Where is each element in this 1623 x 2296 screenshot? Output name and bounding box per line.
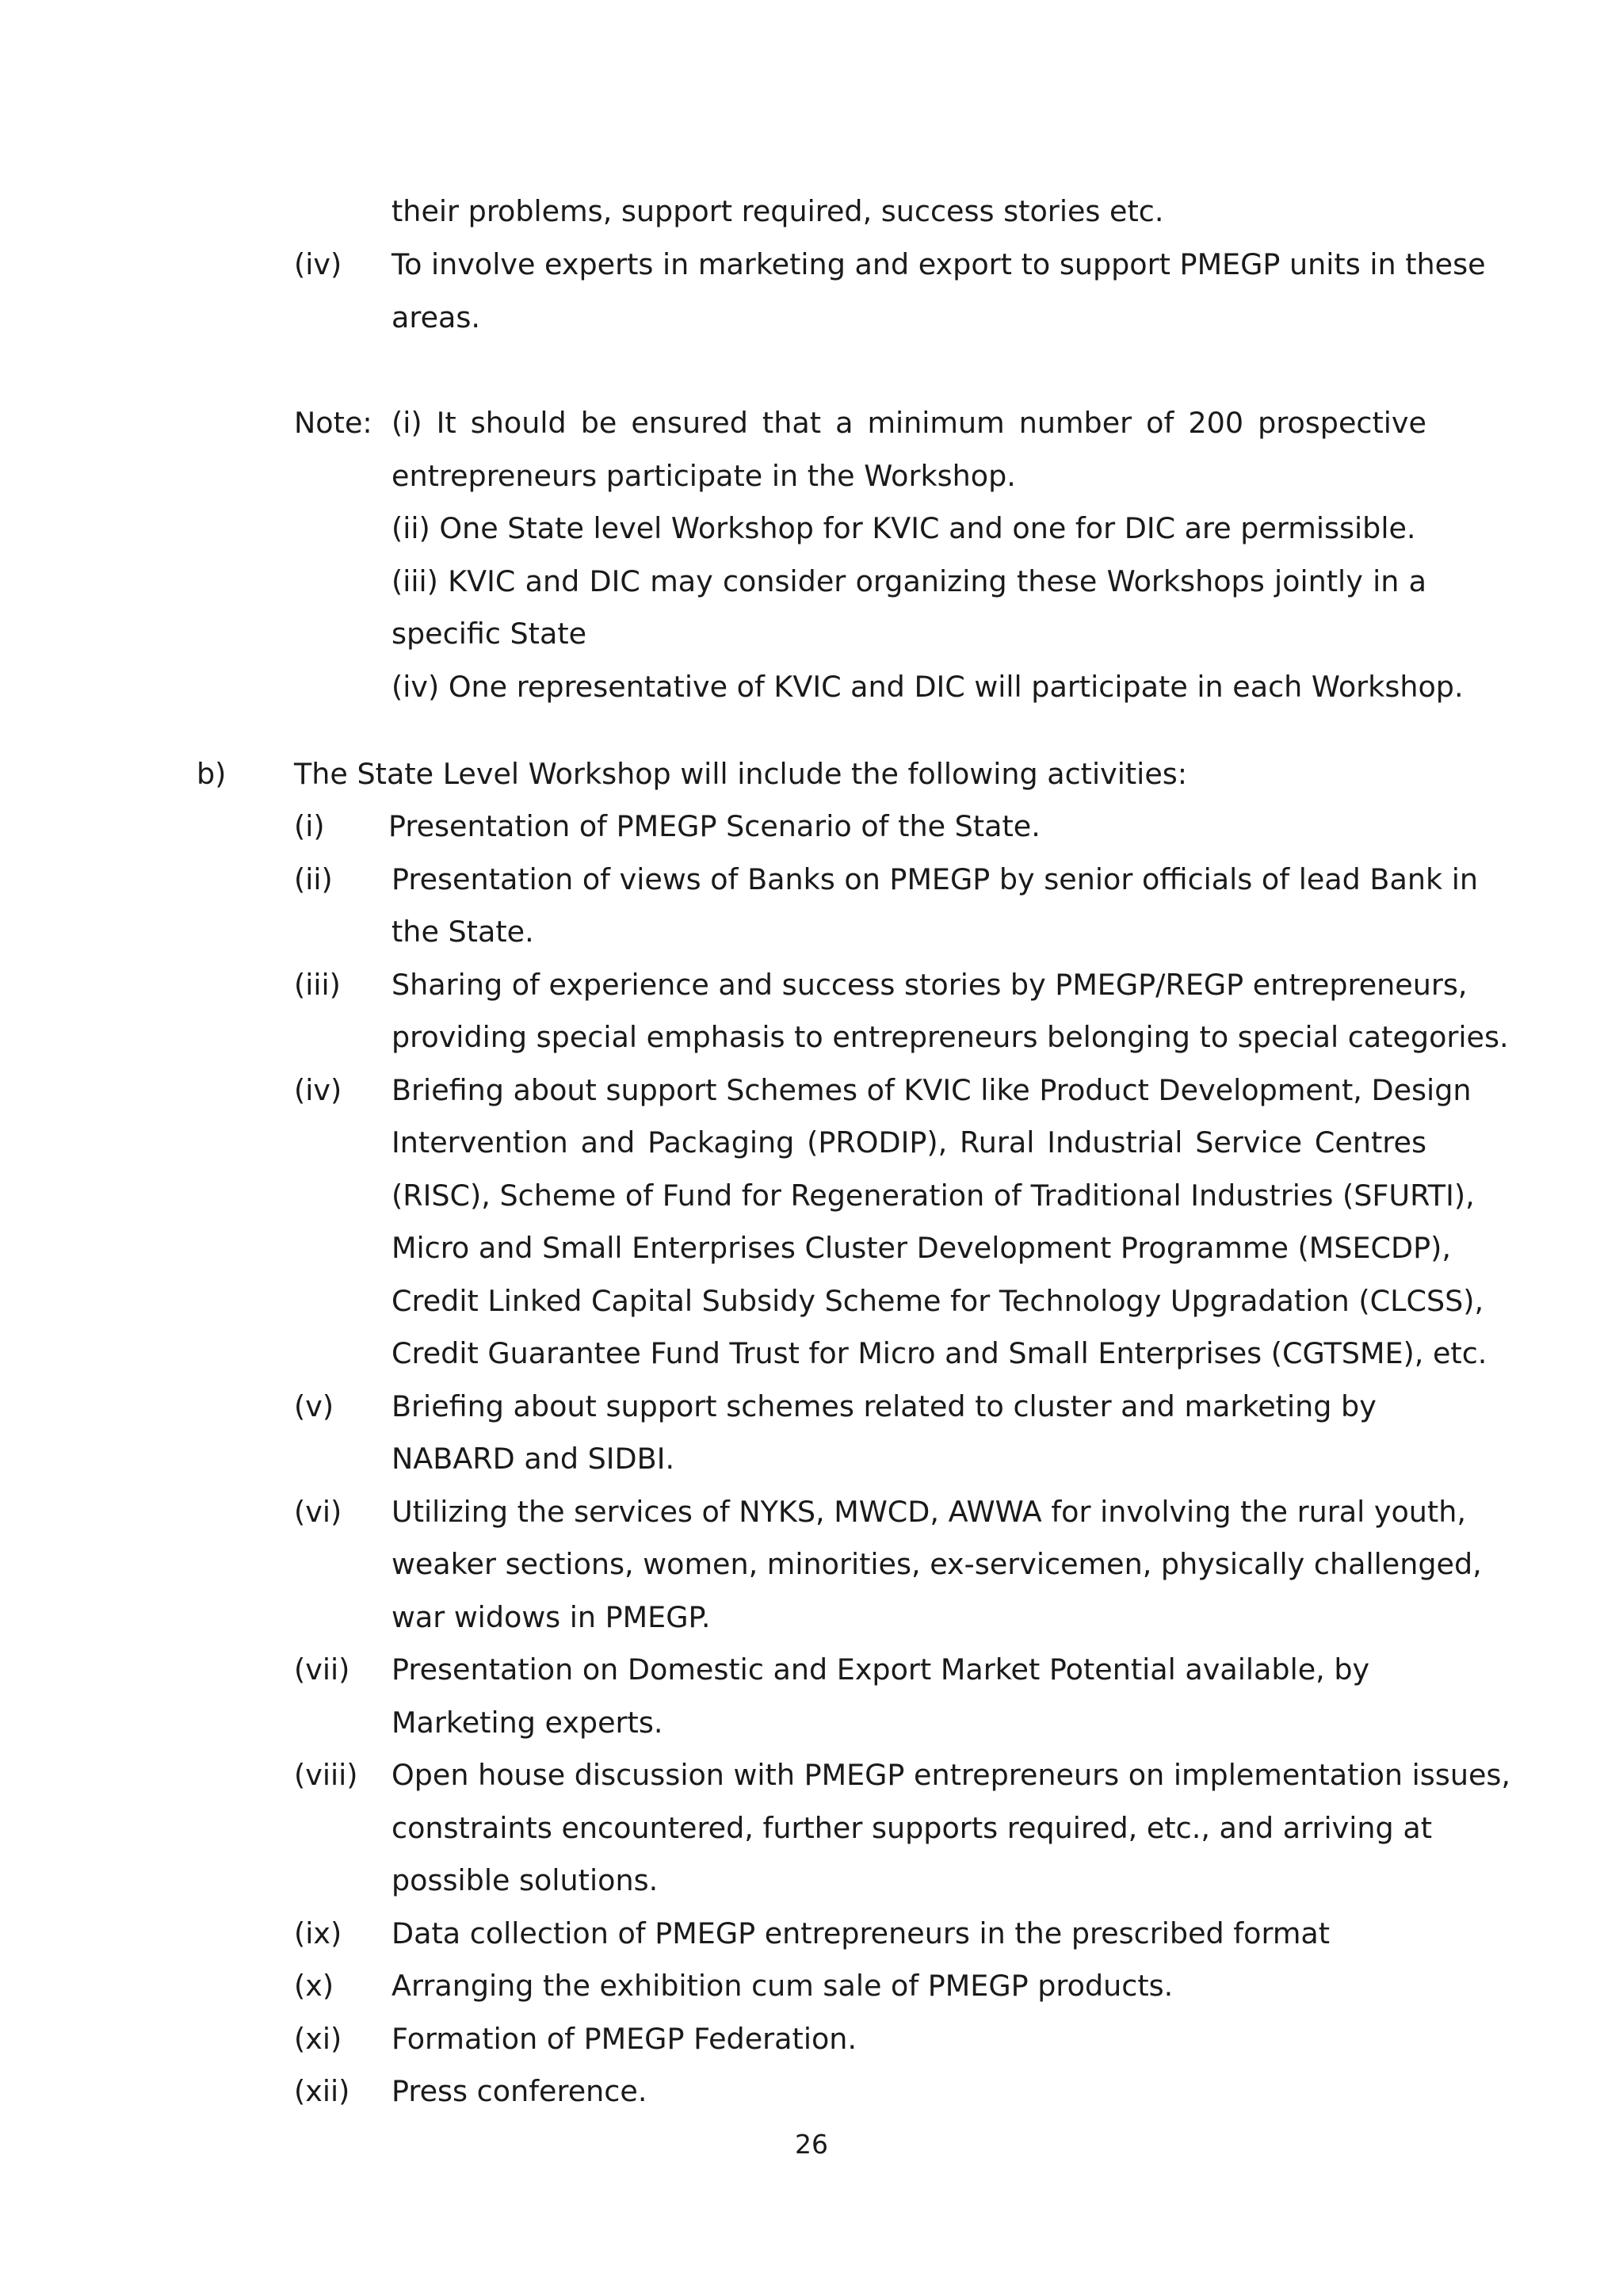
list-item bbox=[0, 1969, 1623, 2016]
note-line bbox=[0, 511, 1623, 559]
item-text-line: areas. bbox=[391, 300, 481, 334]
list-item bbox=[0, 862, 1623, 910]
item-text-line: Micro and Small Enterprises Cluster Development Programme (MSECDP), bbox=[391, 1231, 1451, 1265]
list-item-continuation bbox=[0, 300, 1623, 348]
list-item bbox=[0, 1389, 1623, 1437]
item-text-line: providing special emphasis to entrepreneurs belonging to special categories. bbox=[391, 1020, 1509, 1054]
list-item-continuation bbox=[0, 1863, 1623, 1911]
item-text-line: Intervention and Packaging (PRODIP), Rural Industrial Service Centres bbox=[391, 1125, 1426, 1159]
continuation-line bbox=[0, 194, 1623, 242]
item-text-line: Open house discussion with PMEGP entrepreneurs on implementation issues, bbox=[391, 1758, 1511, 1792]
list-item bbox=[0, 2022, 1623, 2069]
item-text-line: Presentation of views of Banks on PMEGP by senior officials of lead Bank in bbox=[391, 862, 1478, 896]
note-text-line: (ii) One State level Workshop for KVIC and one for DIC are permissible. bbox=[391, 511, 1416, 545]
section-intro: The State Level Workshop will include the following activities: bbox=[294, 757, 1188, 791]
item-text-line: Utilizing the services of NYKS, MWCD, AWWA for involving the rural youth, bbox=[391, 1495, 1466, 1529]
item-text-line: Briefing about support Schemes of KVIC like Product Development, Design bbox=[391, 1073, 1472, 1107]
note-text-line: (iv) One representative of KVIC and DIC will participate in each Workshop. bbox=[391, 670, 1464, 704]
item-text-line: weaker sections, women, minorities, ex-servicemen, physically challenged, bbox=[391, 1547, 1482, 1581]
note-label: Note: bbox=[294, 406, 372, 440]
item-number: (x) bbox=[294, 1969, 334, 2003]
item-number: (v) bbox=[294, 1389, 334, 1423]
item-text-line: Marketing experts. bbox=[391, 1706, 663, 1740]
list-item bbox=[0, 809, 1623, 857]
item-text-line: Press conference. bbox=[391, 2074, 647, 2108]
list-item-continuation bbox=[0, 915, 1623, 962]
list-item-continuation bbox=[0, 1336, 1623, 1384]
note-text-line: (i) It should be ensured that a minimum number of 200 prospective bbox=[391, 406, 1426, 440]
note-line bbox=[0, 564, 1623, 612]
item-number: (ix) bbox=[294, 1916, 342, 1950]
list-item bbox=[0, 1916, 1623, 1964]
section-b-heading bbox=[0, 757, 1623, 804]
item-text-line: constraints encountered, further supports required, etc., and arriving at bbox=[391, 1811, 1433, 1845]
note-line bbox=[0, 617, 1623, 664]
item-text-line: possible solutions. bbox=[391, 1863, 659, 1897]
item-text-line: Presentation on Domestic and Export Market Potential available, by bbox=[391, 1652, 1370, 1687]
item-text-line: Credit Guarantee Fund Trust for Micro and Small Enterprises (CGTSME), etc. bbox=[391, 1336, 1487, 1370]
note-line bbox=[0, 670, 1623, 717]
list-item bbox=[0, 2074, 1623, 2122]
item-number: (iv) bbox=[294, 1073, 342, 1107]
note-line bbox=[0, 459, 1623, 506]
list-item bbox=[0, 247, 1623, 295]
item-number: (vii) bbox=[294, 1652, 350, 1687]
item-number: (ii) bbox=[294, 862, 333, 896]
list-item-continuation bbox=[0, 1125, 1623, 1173]
item-number: (xi) bbox=[294, 2022, 342, 2056]
list-item bbox=[0, 1652, 1623, 1700]
list-item-continuation bbox=[0, 1231, 1623, 1278]
item-number: (iii) bbox=[294, 968, 341, 1002]
item-text-line: To involve experts in marketing and export to support PMEGP units in these bbox=[391, 247, 1486, 281]
section-label: b) bbox=[197, 757, 227, 791]
item-number: (iv) bbox=[294, 247, 342, 281]
list-item bbox=[0, 1758, 1623, 1805]
item-text-line: war widows in PMEGP. bbox=[391, 1600, 711, 1634]
item-text-line: Data collection of PMEGP entrepreneurs in the prescribed format bbox=[391, 1916, 1331, 1950]
page-number: 26 bbox=[795, 2129, 828, 2160]
item-text-line: (RISC), Scheme of Fund for Regeneration of Traditional Industries (SFURTI), bbox=[391, 1179, 1475, 1213]
list-item-continuation bbox=[0, 1179, 1623, 1226]
list-item bbox=[0, 968, 1623, 1015]
item-number: (xii) bbox=[294, 2074, 350, 2108]
continuation-text: their problems, support required, success stories etc. bbox=[391, 194, 1164, 228]
item-number: (viii) bbox=[294, 1758, 358, 1792]
list-item bbox=[0, 1495, 1623, 1542]
list-item-continuation bbox=[0, 1442, 1623, 1489]
list-item-continuation bbox=[0, 1600, 1623, 1648]
list-item bbox=[0, 1073, 1623, 1121]
note-text-line: specific State bbox=[391, 617, 587, 651]
item-text-line: Sharing of experience and success stories by PMEGP/REGP entrepreneurs, bbox=[391, 968, 1468, 1002]
list-item-continuation bbox=[0, 1706, 1623, 1753]
item-text-line: the State. bbox=[391, 915, 534, 949]
item-text-line: Presentation of PMEGP Scenario of the State. bbox=[388, 809, 1041, 843]
item-number: (i) bbox=[294, 809, 325, 843]
note-block bbox=[0, 406, 1623, 453]
item-text-line: Credit Linked Capital Subsidy Scheme for Technology Upgradation (CLCSS), bbox=[391, 1284, 1484, 1318]
item-number: (vi) bbox=[294, 1495, 342, 1529]
list-item-continuation bbox=[0, 1811, 1623, 1859]
item-text-line: Arranging the exhibition cum sale of PMEGP products. bbox=[391, 1969, 1174, 2003]
list-item-continuation bbox=[0, 1547, 1623, 1595]
note-text-line: (iii) KVIC and DIC may consider organizing these Workshops jointly in a bbox=[391, 564, 1426, 598]
item-text-line: Briefing about support schemes related to cluster and marketing by bbox=[391, 1389, 1377, 1423]
list-item-continuation bbox=[0, 1284, 1623, 1331]
list-item-continuation bbox=[0, 1020, 1623, 1068]
note-text-line: entrepreneurs participate in the Workshop. bbox=[391, 459, 1016, 493]
item-text-line: Formation of PMEGP Federation. bbox=[391, 2022, 857, 2056]
item-text-line: NABARD and SIDBI. bbox=[391, 1442, 675, 1476]
